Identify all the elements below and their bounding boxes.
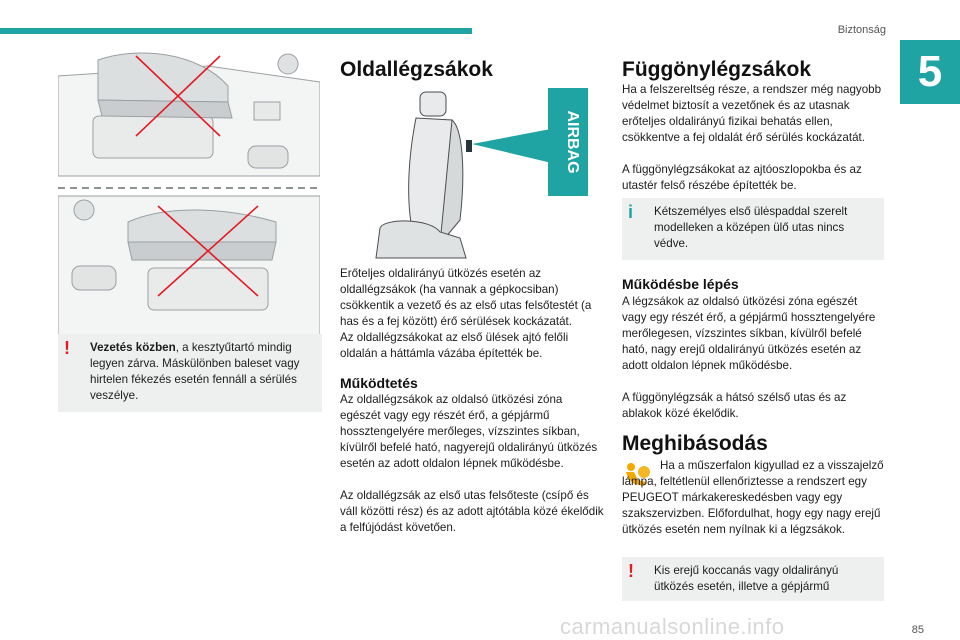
activation-text-2: A függönylégzsák a hátsó szélső utas és az ablakok közé ékelődik. (622, 391, 847, 420)
side-airbags-title: Oldallégzsákok (340, 58, 493, 81)
side-airbags-intro-2: Az oldallégzsákokat az első ülések ajtó felőli oldalán a háttámla vázába építették be. (340, 331, 569, 360)
activation-text: A légzsákok az oldalsó ütközési zóna egészét vagy egy részét érő, a gépjármű hossztengelyére merőlegesen, vízszintes síkban, kívülről befelé ható, nagy erejű oldalirányú ütközés esetén az adott oldalon lépnek működésbe. (622, 295, 876, 372)
page-number: 85 (911, 624, 924, 636)
warning-bold: Vezetés közben (90, 341, 176, 354)
chapter-number: 5 (900, 40, 960, 104)
warning-icon: ! (64, 338, 70, 358)
section-title: Biztonság (837, 24, 886, 36)
activation-heading: Működésbe lépés (622, 276, 739, 292)
fault-text: Ha a műszerfalon kigyullad ez a visszajelző lámpa, feltétlenül ellenőriztesse a rendszert egy PEUGEOT márkakereskedésben vagy egy szakszervizben. Előfordulhat, hogy egy nagy erejű ütközés esetén nem nyílnak ki a légzsákok. (622, 459, 884, 536)
side-airbags-intro: Erőteljes oldalirányú ütközés esetén az oldallégzsákok (ha vannak a gépkocsiban) csökkentik a vezető és az első utas felsőtestét (a has és a fej között) érő sérülések kockázatát. (340, 267, 592, 328)
curtain-airbags-intro-2: A függönylégzsákokat az ajtóoszlopokba és az utastér felső részébe építették be. (622, 163, 862, 192)
warning-text: , a kesztyűtartó mindig legyen zárva. Máskülönben baleset vagy hirtelen fékezés esetén fennáll a sérülés veszélye. (90, 341, 300, 402)
operation-text: Az oldallégzsákok az oldalsó ütközési zóna egészét vagy egy részét érő, a gépjármű hossztengelyére merőleges, vízszintes síkban, kívülről befelé ható, nagyerejű oldalirányú ütközés esetén az adott oldalon lépnek működésbe. (340, 393, 598, 470)
header-accent-bar (0, 28, 472, 34)
bench-seat-info-text: Kétszemélyes első ülėspaddal szerelt modelleken a középen ülő utas nincs védve. (654, 205, 848, 250)
airbag-label: AIRBAG (564, 110, 581, 174)
operation-text-2: Az oldallégzsák az első utas felsőteste (csípő és váll közötti rész) és az adott ajtótábla közé ékelődik a felfújódást követően. (340, 489, 604, 534)
warning-icon: ! (628, 561, 634, 581)
minor-impact-warning-text: Kis erejű koccanás vagy oldalirányú ütközés esetén, illetve a gépjármű (654, 564, 839, 593)
fault-title: Meghibásodás (622, 432, 768, 455)
operation-heading: Működtetés (340, 375, 418, 391)
seat-airbag-illustration (370, 88, 590, 260)
watermark: carmanualsonline.info (560, 614, 785, 639)
curtain-airbags-title: Függönylégzsákok (622, 58, 812, 81)
bench-seat-info-box (622, 198, 884, 260)
glovebox-warning-box (58, 334, 322, 412)
curtain-airbags-intro: Ha a felszereltség része, a rendszer még nagyobb védelmet biztosít a vezetőnek és az utasnak erőteljes oldalirányú fizikai behatás ellen, csökkentve a fej oldalát érő sérülés kockázatát. (622, 83, 882, 144)
info-icon: i (628, 202, 634, 222)
minor-impact-warning-box (622, 557, 884, 601)
glovebox-illustration (58, 46, 320, 336)
